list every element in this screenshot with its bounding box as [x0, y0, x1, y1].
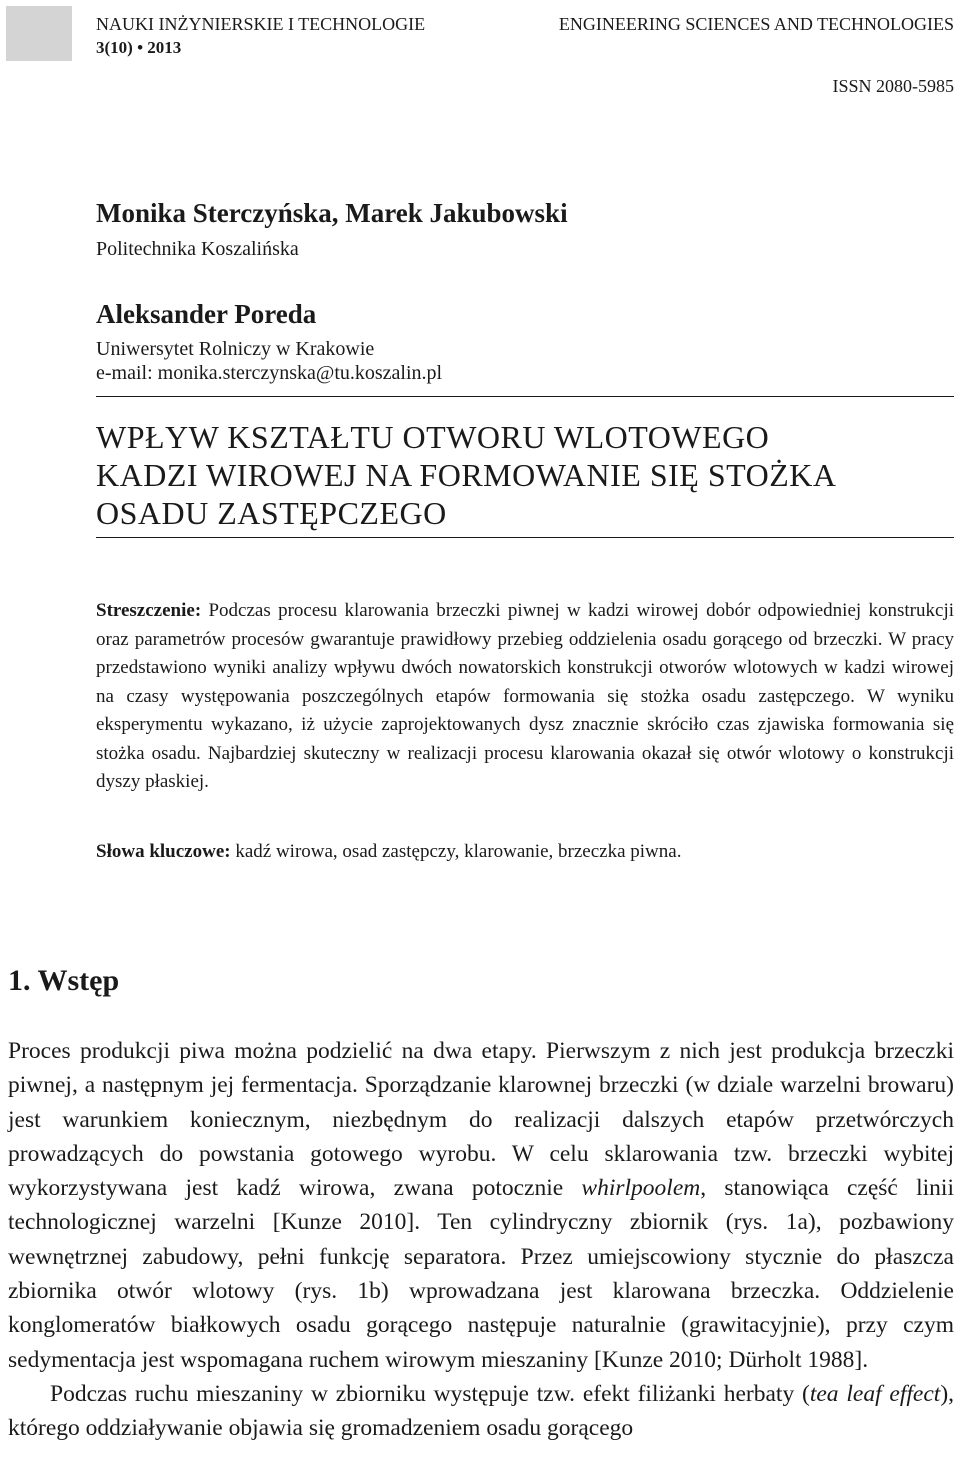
keywords — [96, 841, 954, 863]
paragraph-1-italic: whirlpoolem — [581, 1175, 701, 1202]
header-gray-box — [6, 6, 72, 61]
affiliation-2: Uniwersytet Rolniczy w Krakowie — [96, 338, 375, 360]
paragraph-2-text-a: Podczas ruchu mieszaniny w zbiorniku występuje tzw. efekt filiżanki herbaty ( — [50, 1380, 810, 1407]
abstract-text: Podczas procesu klarowania brzeczki piwnej w kadzi wirowej dobór odpowiedniej konstrukcji oraz parametrów procesów gwarantuje prawidłowy przebieg oddzielenia osadu gorącego od brzeczki. W pracy przedstawiono wyniki analizy wpływu dwóch nowatorskich konstrukcji otworów wlotowych w kadzi wirowej na czasy występowania poszczególnych etapów formowania się stożka osadu zastępczego. W wyniku eksperymentu wykazano, iż użycie zaprojektowanych dysz znacznie skróciło czas zjawiska formowania się stożka osadu. Najbardziej skuteczny w realizacji procesu klarowania okazał się otwór wlotowy o konstrukcji dyszy płaskiej. — [96, 600, 954, 792]
title-line: KADZI WIROWEJ NA FORMOWANIE SIĘ STOŻKA — [96, 457, 837, 493]
paragraph-1-text-a: Proces produkcji piwa można podzielić na dwa etapy. Pierwszym z nich jest produkcja brzeczki piwnej, a następnym jej fermentacja. Sporządzanie klarownej brzeczki (w dziale warzelni browaru) jest warunkiem koniecznym, niezbędnym do realizacji dalszych etapów przetwórczych prowadzących do powstania gotowego wyrobu. W celu sklarowania tzw. brzeczki wybitej wykorzystywana jest kadź wirowa, zwana potocznie — [8, 1038, 954, 1202]
paragraph-1 — [8, 1034, 954, 1377]
email: e-mail: monika.sterczynska@tu.koszalin.pl — [96, 362, 443, 384]
keywords-text: kadź wirowa, osad zastępczy, klarowanie, brzeczka piwna. — [230, 841, 682, 862]
section-body — [8, 1034, 954, 1446]
issn: ISSN 2080-5985 — [832, 76, 954, 96]
paper-title — [96, 418, 946, 532]
title-line: OSADU ZASTĘPCZEGO — [96, 495, 447, 531]
keywords-label: Słowa kluczowe: — [96, 841, 231, 862]
abstract-label: Streszczenie: — [96, 600, 202, 621]
journal-title-pl: NAUKI INŻYNIERSKIE I TECHNOLOGIE — [96, 14, 426, 34]
authors-group-1: Monika Sterczyńska, Marek Jakubowski — [96, 198, 568, 228]
authors-group-2: Aleksander Poreda — [96, 299, 317, 329]
journal-title-en: ENGINEERING SCIENCES AND TECHNOLOGIES — [558, 14, 954, 34]
paragraph-2-italic: tea leaf effect — [809, 1380, 941, 1407]
affiliation-1: Politechnika Koszalińska — [96, 238, 299, 260]
paragraph-2 — [8, 1377, 954, 1446]
title-rule-bottom — [96, 537, 954, 538]
paragraph-1-text-b: , stanowiąca część linii technologicznej warzelni [Kunze 2010]. Ten cylindryczny zbiornik (rys. 1a), pozbawiony wewnętrznej zabudowy, pełni funkcję separatora. Przez umiejscowiony stycznie do płaszcza zbiornika otwór wlotowy (rys. 1b) wprowadzana jest klarowana brzeczka. Oddzielenie konglomeratów białkowych osadu gorącego następuje naturalnie (grawitacyjnie), przy czym sedymentacja jest wspomagana ruchem wirowym mieszaniny [Kunze 2010; Dürholt 1988]. — [8, 1175, 954, 1373]
section-heading: 1. Wstęp — [8, 964, 120, 997]
paragraph-2-text-b: ), którego oddziaływanie objawia się gromadzeniem osadu gorącego — [8, 1380, 955, 1442]
abstract — [96, 597, 954, 797]
title-line: WPŁYW KSZTAŁTU OTWORU WLOTOWEGO — [96, 419, 770, 455]
journal-issue: 3(10) • 2013 — [96, 38, 182, 57]
title-rule-top — [96, 396, 954, 397]
